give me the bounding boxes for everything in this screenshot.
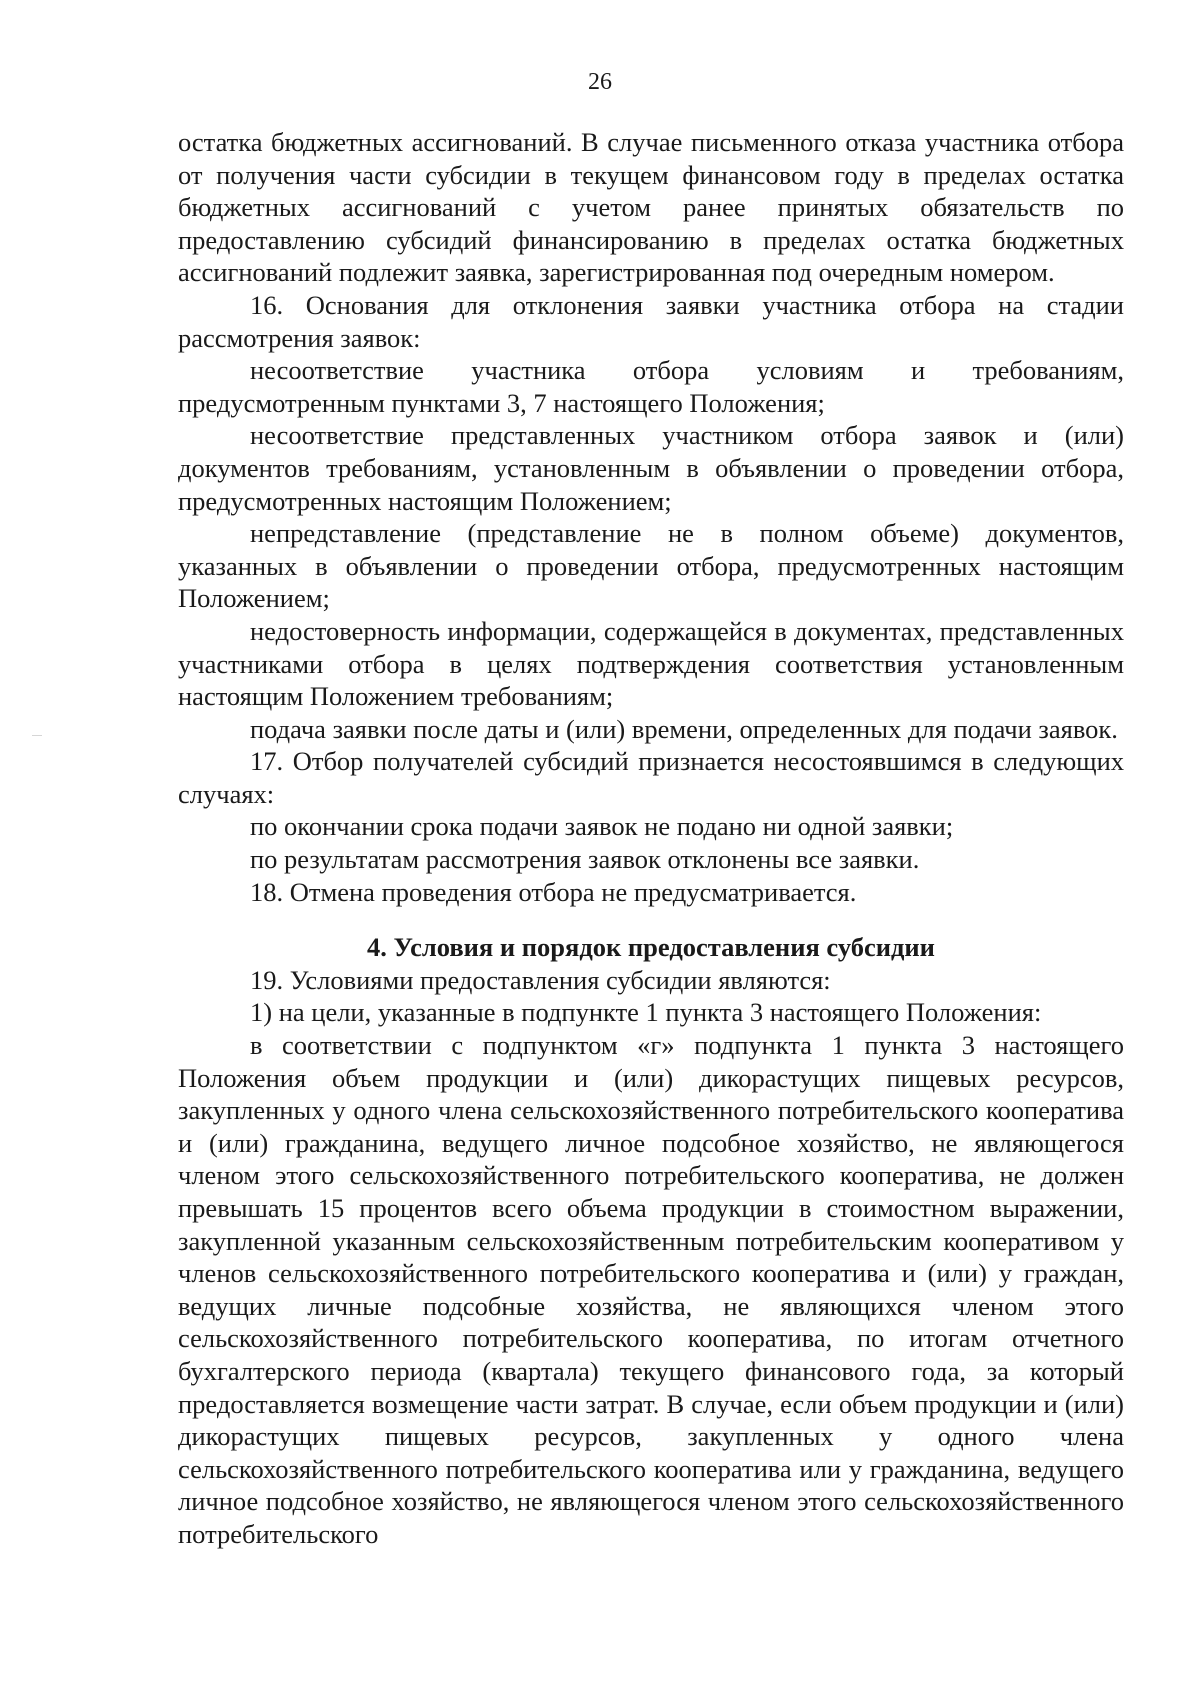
paragraph: несоответствие представленных участником отбора заявок и (или) документов требованиям, установленным в объявлении о проведении отбора, предусмотренных настоящим Положением; [178,420,1124,516]
paragraph-continuation: остатка бюджетных ассигнований. В случае письменного отказа участника отбора от получения части субсидии в текущем финансовом году в пределах остатка бюджетных ассигнований с учетом ранее принятых обязательств по предоставлению субсидий финансированию в пределах остатка бюджетных ассигнований подлежит заявка, зарегистрированная под очередным номером. [178,127,1124,288]
paragraph: по окончании срока подачи заявок не подано ни одной заявки; [250,811,954,842]
paragraph: по результатам рассмотрения заявок отклонены все заявки. [250,844,920,875]
page-number: 26 [588,69,612,95]
paragraph: недостоверность информации, содержащейся в документах, представленных участниками отбора в целях подтверждения соответствия установленным настоящим Положением требованиям; [178,615,1124,712]
paragraph: несоответствие участника отбора условиям и требованиям, предусмотренным пунктами 3, 7 настоящего Положения; [178,355,1124,418]
scan-mark [32,735,42,736]
document-body [178,126,1124,1551]
paragraph: в соответствии с подпунктом «г» подпункта 1 пункта 3 настоящего Положения объем продукции и (или) дикорастущих пищевых ресурсов, закупленных у одного члена сельскохозяйственного потребительского кооператива и (или) гражданина, ведущего личное подсобное хозяйство, не являющегося членом этого сельскохозяйственного потребительского кооператива, не должен превышать 15 процентов всего объема продукции в стоимостном выражении, закупленной указанным сельскохозяйственным потребительским кооперативом у членов сельскохозяйственного потребительского кооператива и (или) у граждан, ведущих личные подсобные хозяйства, не являющихся членом этого сельскохозяйственного потребительского кооператива, по итогам отчетного бухгалтерского периода (квартала) текущего финансового года, за который предоставляется возмещение части затрат. В случае, если объем продукции и (или) дикорастущих пищевых ресурсов, закупленных у одного члена сельскохозяйственного потребительского кооператива или у гражданина, ведущего личное подсобное хозяйство, не являющегося членом этого сельскохозяйственного потребительского [178,1030,1124,1549]
paragraph: подача заявки после даты и (или) времени, определенных для подачи заявок. [250,713,1118,744]
paragraph: непредставление (представление не в полном объеме) документов, указанных в объявлении о проведении отбора, предусмотренных настоящим Положением; [178,518,1124,614]
paragraph: 19. Условиями предоставления субсидии являются: [250,964,831,995]
paragraph: 17. Отбор получателей субсидий признается несостоявшимся в следующих случаях: [178,746,1124,809]
section-heading: 4. Условия и порядок предоставления субсидии [367,932,935,963]
paragraph: 1) на цели, указанные в подпункте 1 пункта 3 настоящего Положения: [250,997,1042,1028]
paragraph: 18. Отмена проведения отбора не предусматривается. [250,876,857,907]
paragraph: 16. Основания для отклонения заявки участника отбора на стадии рассмотрения заявок: [178,289,1124,353]
